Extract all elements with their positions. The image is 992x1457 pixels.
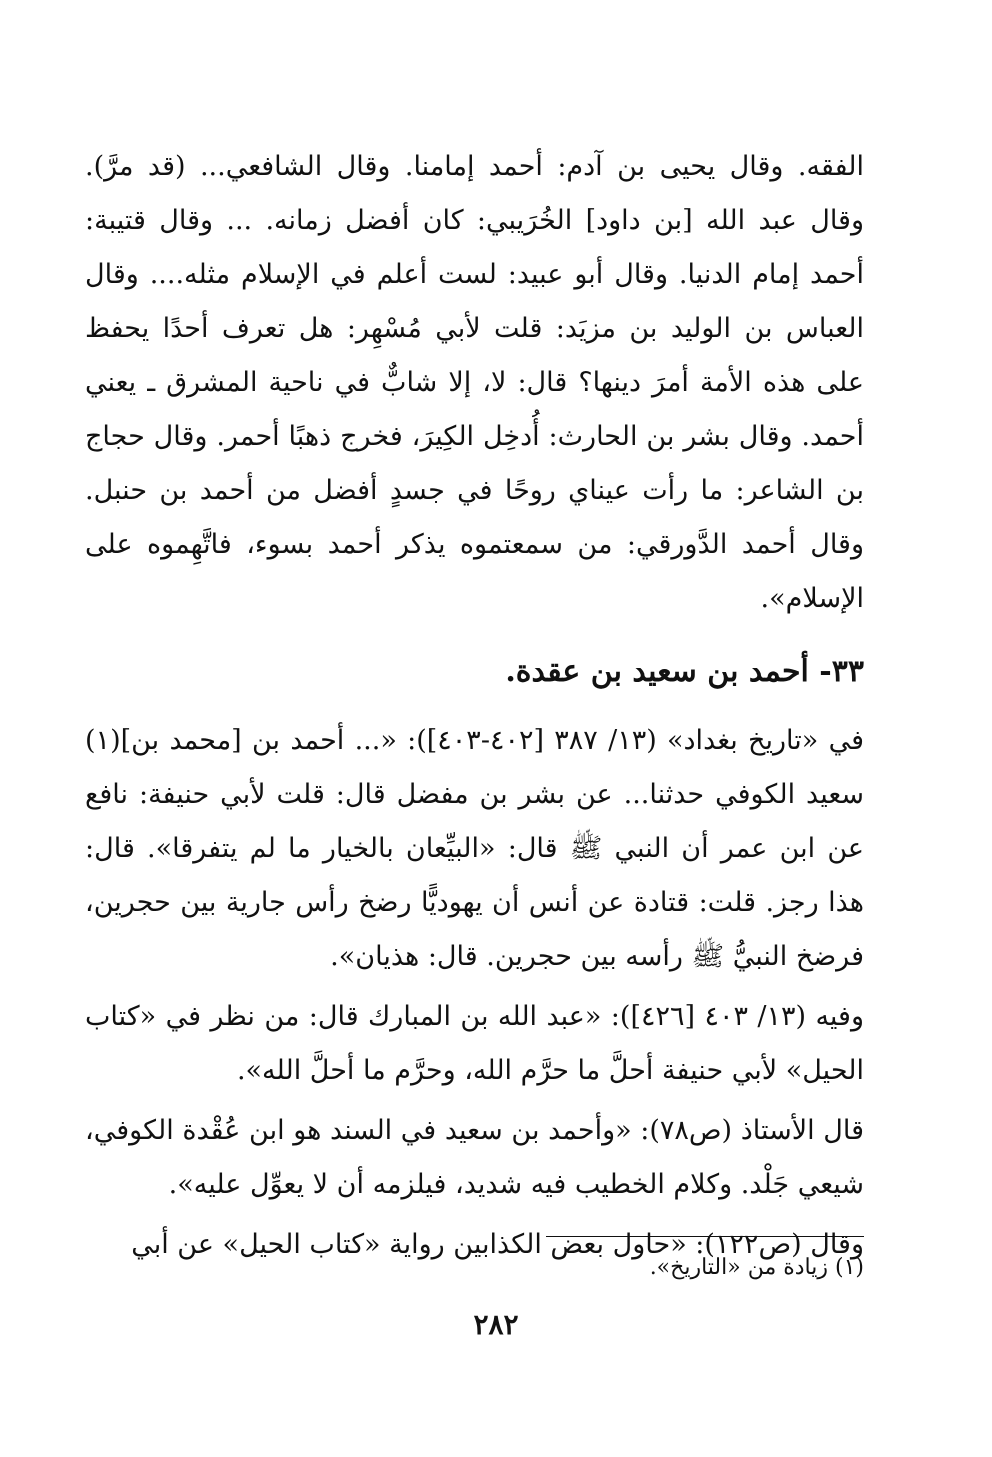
- footnote: (١) زيادة من «التاريخ».: [649, 1255, 864, 1280]
- paragraph-ahmad-praise: الفقه. وقال يحيى بن آدم: أحمد إمامنا. وقال الشافعي... (قد مرَّ). وقال عبد الله [بن داود] الخُرَيبي: كان أفضل زمانه. ... وقال قتيبة: أحمد إمام الدنيا. وقال أبو عبيد: لست أعلم في الإسلام مثله.... وقال العباس بن الوليد بن مزيَد: قلت لأبي مُسْهِر: هل تعرف أحدًا يحفظ على هذه الأمة أمرَ دينها؟ قال: لا، إلا شابٌّ في ناحية المشرق ـ يعني أحمد. وقال بشر بن الحارث: أُدخِل الكِيرَ، فخرج ذهبًا أحمر. وقال حجاج بن الشاعر: ما رأت عيناي روحًا في جسدٍ أفضل من أحمد بن حنبل. وقال أحمد الدَّورقي: من سمعتموه يذكر أحمد بسوء، فاتَّهِموه على الإسلام».: [85, 151, 864, 614]
- paragraph-continuation: وقال (ص١٢٢): «حاول بعض الكذابين رواية «كتاب الحيل» عن أبي: [131, 1229, 864, 1260]
- entry-heading: ٣٣- أحمد بن سعيد بن عقدة.: [505, 654, 864, 689]
- page-number: ٢٨٢: [473, 1308, 519, 1341]
- paragraph-tarikh-baghdad: في «تاريخ بغداد» (١٣/ ٣٨٧ [٤٠٢-٤٠٣]): «... أحمد بن [محمد بن](١) سعيد الكوفي حدثنا... عن بشر بن مفضل قال: قلت لأبي حنيفة: نافع عن ابن عمر أن النبي ﷺ قال: «البيِّعان بالخيار ما لم يتفرقا». قال: هذا رجز. قلت: قتادة عن أنس أن يهوديًّا رضخ رأس جارية بين حجرين، فرضخ النبيُّ ﷺ رأسه بين حجرين. قال: هذيان».: [85, 725, 864, 972]
- paragraph-ustadh-quote: قال الأستاذ (ص٧٨): «وأحمد بن سعيد في السند هو ابن عُقْدة الكوفي، شيعي جَلْد. وكلام الخطيب فيه شديد، فيلزمه أن لا يعوِّل عليه».: [85, 1115, 864, 1200]
- paragraph-kitab-al-hiyal: وفيه (١٣/ ٤٠٣ [٤٢٦]): «عبد الله بن المبارك قال: من نظر في «كتاب الحيل» لأبي حنيفة أحلَّ ما حرَّم الله، وحرَّم ما أحلَّ الله».: [85, 1001, 865, 1086]
- footnote-divider: [546, 1236, 864, 1237]
- page-body: [85, 140, 864, 1272]
